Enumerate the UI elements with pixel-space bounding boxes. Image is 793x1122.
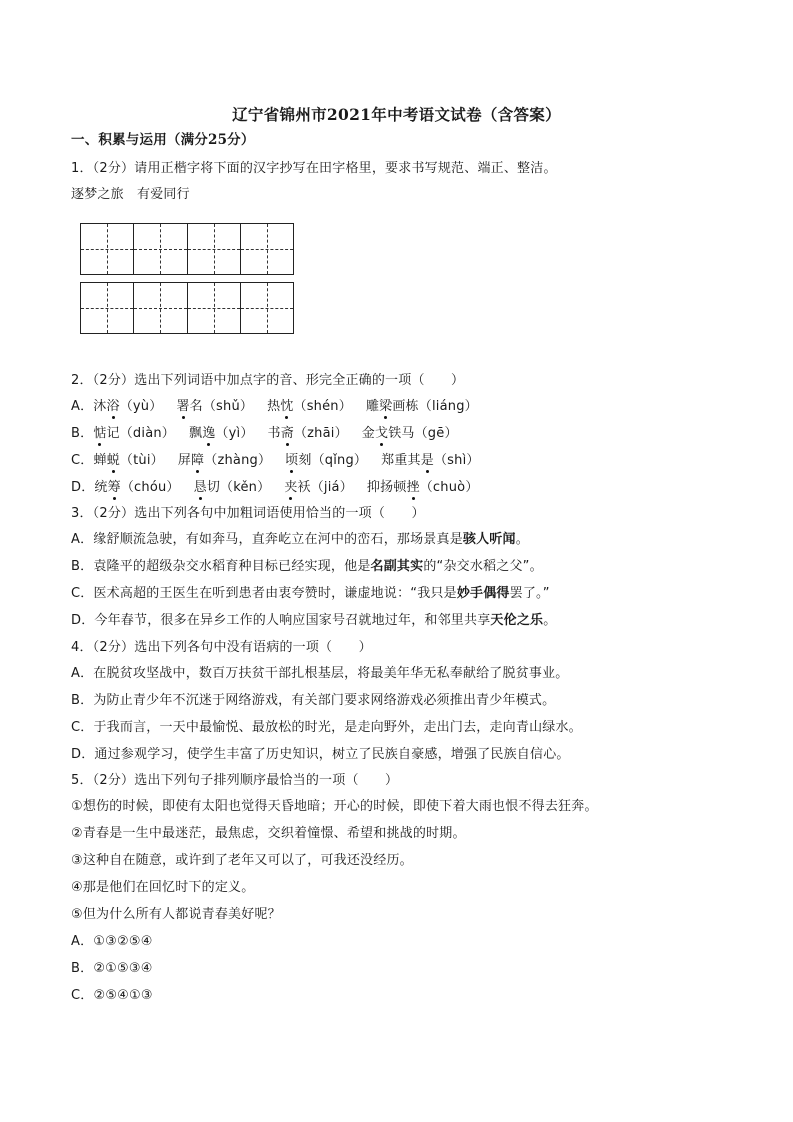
option-label: B． xyxy=(71,426,94,441)
dotted-char: 戈 xyxy=(374,426,389,441)
option-text: 。 xyxy=(515,532,529,547)
grid-cell[interactable] xyxy=(241,224,293,274)
word-text: 飘 xyxy=(189,426,203,441)
option-text: 的“杂交水稻之父”。 xyxy=(423,559,543,574)
word-pair xyxy=(362,425,458,442)
dotted-char: 障 xyxy=(191,453,205,468)
q5-sentence: ⑤但为什么所有人都说青春美好呢？ xyxy=(71,907,281,922)
word-pair xyxy=(284,479,353,496)
q4-stem: 4．（2分）选出下列各句中没有语病的一项（ ） xyxy=(71,640,372,655)
section-heading: 一、积累与运用（满分25分） xyxy=(71,132,255,148)
option-label: D． xyxy=(71,480,95,495)
word-pair xyxy=(93,425,175,442)
word-text: 书 xyxy=(267,426,281,441)
dotted-char: 顷 xyxy=(285,453,299,468)
bold-term: 天伦之乐 xyxy=(490,613,544,628)
dotted-char: 夹 xyxy=(284,480,298,495)
dotted-char: 逸 xyxy=(202,426,216,441)
word-text: （zhāi） xyxy=(293,426,348,441)
grid-cell[interactable] xyxy=(134,283,187,333)
word-text: （chuò） xyxy=(419,480,479,495)
q4-option: A．在脱贫攻坚战中，数百万扶贫干部扎根基层，将最美年华无私奉献给了脱贫事业。 xyxy=(71,666,569,681)
option-text: 。 xyxy=(543,613,557,628)
q3-option xyxy=(71,612,556,629)
grid-cell[interactable] xyxy=(134,224,187,274)
grid-cell[interactable] xyxy=(188,224,241,274)
word-text: 郑重其 xyxy=(381,453,421,468)
word-pair xyxy=(268,425,348,442)
word-pair xyxy=(285,452,367,469)
word-pair xyxy=(367,479,479,496)
dotted-char: 挫 xyxy=(406,480,420,495)
grid-cell[interactable] xyxy=(81,224,134,274)
option-text: B．袁隆平的超级杂交水稻育种目标已经实现，他是 xyxy=(71,559,371,574)
word-text: （shén） xyxy=(293,399,352,414)
q2-option-a xyxy=(71,398,478,415)
q3-option xyxy=(71,531,529,548)
q3-option xyxy=(71,558,543,575)
dotted-char: 浴 xyxy=(106,399,120,414)
word-text: （zhàng） xyxy=(204,453,272,468)
word-text: 抑扬顿 xyxy=(366,480,407,495)
q2-option-d xyxy=(71,479,479,496)
dotted-char: 筹 xyxy=(107,480,121,495)
word-pair xyxy=(93,398,162,415)
word-pair xyxy=(267,398,352,415)
word-pair xyxy=(178,452,271,469)
word-pair xyxy=(381,452,479,469)
word-text: 沐 xyxy=(93,399,107,414)
dotted-char: 斋 xyxy=(280,426,294,441)
q4-option: D．通过参观学习，使学生丰富了历史知识，树立了民族自豪感，增强了民族自信心。 xyxy=(71,747,570,762)
q2-option-c xyxy=(71,452,480,469)
q2-stem: 2．（2分）选出下列词语中加点字的音、形完全正确的一项（ ） xyxy=(71,373,465,388)
option-label: A． xyxy=(71,399,94,414)
word-text: 蝉 xyxy=(93,453,107,468)
word-text: 袄（jiá） xyxy=(297,480,353,495)
q5-sentence: ②青春是一生中最迷茫，最焦虑，交织着憧憬、希望和挑战的时期。 xyxy=(71,826,466,841)
bold-term: 名副其实 xyxy=(370,559,424,574)
word-text: 记（diàn） xyxy=(106,426,176,441)
q3-option xyxy=(71,585,550,602)
q4-option: C．于我而言，一天中最愉悦、最放松的时光，是走向野外，走出门去，走向青山绿水。 xyxy=(71,720,582,735)
q5-option: A．①③②⑤④ xyxy=(71,934,153,949)
word-text: 热 xyxy=(267,399,281,414)
grid-cell[interactable] xyxy=(81,283,134,333)
word-pair xyxy=(189,425,254,442)
option-text: D．今年春节，很多在异乡工作的人响应国家号召就地过年，和邻里共享 xyxy=(71,613,491,628)
q5-stem: 5．（2分）选出下列句子排列顺序最恰当的一项（ ） xyxy=(71,773,399,788)
word-text: 画栋（liáng） xyxy=(392,399,478,414)
option-label: C． xyxy=(71,453,94,468)
q5-sentence: ③这种自在随意，或许到了老年又可以了，可我还没经历。 xyxy=(71,853,413,868)
q5-sentence: ①想伤的时候，即使有太阳也觉得天昏地暗；开心的时候，即使下着大雨也恨不得去狂奔。 xyxy=(71,799,598,814)
word-text: 刻（qǐng） xyxy=(298,453,368,468)
word-text: （chóu） xyxy=(120,480,180,495)
q2-option-b xyxy=(71,425,458,442)
dotted-char: 忱 xyxy=(280,399,294,414)
word-pair xyxy=(194,479,271,496)
dotted-char: 梁 xyxy=(379,399,393,414)
grid-cell[interactable] xyxy=(241,283,293,333)
grid-cell[interactable] xyxy=(188,283,241,333)
dotted-char: 恳 xyxy=(193,480,207,495)
option-text: C．医术高超的王医生在听到患者由衷夸赞时，谦虚地说：“我只是 xyxy=(71,586,457,601)
dotted-char: 蜕 xyxy=(106,453,120,468)
option-text: A．缘舒顺流急驶，有如奔马，直奔屹立在河中的峦石，那场景真是 xyxy=(71,532,463,547)
word-text: 切（kěn） xyxy=(206,480,271,495)
word-pair xyxy=(94,479,179,496)
dotted-char: 署 xyxy=(176,399,190,414)
q4-option: B．为防止青少年不沉迷于网络游戏，有关部门要求网络游戏必须推出青少年模式。 xyxy=(71,693,556,708)
word-text: （tùi） xyxy=(119,453,164,468)
q5-option: B．②①⑤③④ xyxy=(71,961,153,976)
q3-stem: 3．（2分）选出下列各句中加粗词语使用恰当的一项（ ） xyxy=(71,506,425,521)
writing-grid-row-1[interactable] xyxy=(80,223,294,275)
q5-option: C．②⑤④①③ xyxy=(71,988,153,1003)
bold-term: 骇人听闻 xyxy=(462,532,516,547)
word-text: 名（shǔ） xyxy=(189,399,254,414)
word-text: （yì） xyxy=(215,426,254,441)
word-text: 铁马（gē） xyxy=(388,426,458,441)
word-text: 统 xyxy=(94,480,108,495)
page-title: 辽宁省锦州市2021年中考语文试卷（含答案） xyxy=(232,105,561,124)
q1-stem: 1．（2分）请用正楷字将下面的汉字抄写在田字格里，要求书写规范、端正、整洁。 xyxy=(71,161,557,176)
word-text: 金 xyxy=(361,426,375,441)
word-pair xyxy=(366,398,478,415)
q1-phrase: 逐梦之旅 有爱同行 xyxy=(71,187,190,202)
word-text: （yù） xyxy=(119,399,163,414)
word-text: （shì） xyxy=(433,453,480,468)
word-pair xyxy=(93,452,163,469)
writing-grid-row-2[interactable] xyxy=(80,282,294,334)
word-pair xyxy=(176,398,253,415)
dotted-char: 惦 xyxy=(93,426,107,441)
bold-term: 妙手偶得 xyxy=(456,586,510,601)
word-text: 屏 xyxy=(177,453,192,468)
dotted-char: 是 xyxy=(420,453,434,468)
option-text: 罢了。” xyxy=(509,586,550,601)
word-text: 雕 xyxy=(365,399,380,414)
q5-sentence: ④那是他们在回忆时下的定义。 xyxy=(71,880,255,895)
